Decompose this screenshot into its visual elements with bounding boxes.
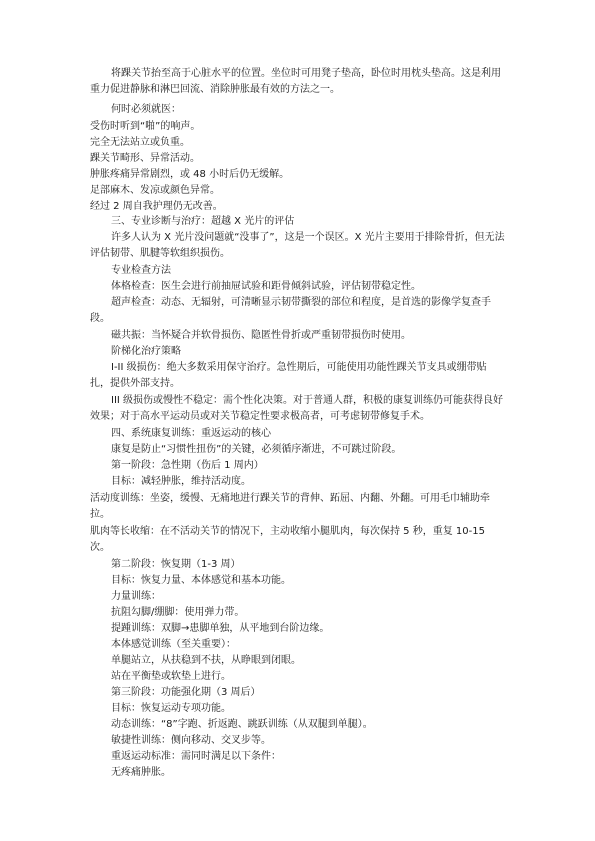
item-resistance-band: 抗阻勾脚/绷脚：使用弹力带。 xyxy=(111,607,245,618)
list-item-deformity: 踝关节畸形、异常活动。 xyxy=(90,153,200,164)
stage-2-title: 第二阶段：恢复期（1-3 周） xyxy=(111,559,241,570)
item-dynamic-training: 动态训练：“8”字跑、折返跑、跳跃训练（从双腿到单腿）。 xyxy=(111,719,373,730)
item-mri: 磁共振：当怀疑合并软骨损伤、隐匿性骨折或严重韧带损伤时使用。 xyxy=(111,330,411,341)
stage-1-rom-training: 活动度训练：坐姿，缓慢、无痛地进行踝关节的背伸、跖屈、内翻、外翻。可用毛巾辅助牵拉。 xyxy=(90,493,490,520)
section-heading-4: 四、系统康复训练：重返运动的核心 xyxy=(111,428,271,439)
item-heel-raise: 提踵训练：双脚→患脚单独，从平地到台阶边缘。 xyxy=(111,623,330,634)
list-item-crack-sound: 受伤时听到“啪”的响声。 xyxy=(90,121,201,132)
paragraph-rehab-key: 康复是防止“习惯性扭伤”的关键，必须循序渐进，不可跳过阶段。 xyxy=(111,444,402,455)
heading-when-to-see-doctor: 何时必须就医： xyxy=(111,104,181,115)
subheading-exam-methods: 专业检查方法 xyxy=(111,265,171,276)
subheading-tiered-treatment: 阶梯化治疗策略 xyxy=(111,346,181,357)
item-no-pain-swelling: 无疼痛肿胀。 xyxy=(111,767,171,778)
section-heading-3: 三、专业诊断与治疗：超越 X 光片的评估 xyxy=(111,216,295,227)
item-single-leg-stand: 单腿站立，从扶稳到不扶，从睁眼到闭眼。 xyxy=(111,655,301,666)
item-ultrasound: 超声检查：动态、无辐射，可清晰显示韧带撕裂的部位和程度，是首选的影像学复查手段。 xyxy=(90,297,491,324)
strength-training-heading: 力量训练： xyxy=(111,591,161,602)
stage-1-goal: 目标：减轻肿胀，维持活动度。 xyxy=(111,476,251,487)
stage-1-title: 第一阶段：急性期（伤后 1 周内） xyxy=(111,460,264,471)
item-physical-exam: 体格检查：医生会进行前抽屉试验和距骨倾斜试验，评估韧带稳定性。 xyxy=(111,281,421,292)
return-to-sport-criteria: 重返运动标准：需同时满足以下条件： xyxy=(111,751,281,762)
paragraph-elevation: 将踝关节抬至高于心脏水平的位置。坐位时可用凳子垫高，卧位时用枕头垫高。这是利用重力促进静脉和淋巴回流、消除肿胀最有效的方法之一。 xyxy=(90,68,501,95)
stage-3-goal: 目标：恢复运动专项功能。 xyxy=(111,703,231,714)
list-item-numbness: 足部麻木、发凉或颜色异常。 xyxy=(90,185,220,196)
stage-2-goal: 目标：恢复力量、本体感觉和基本功能。 xyxy=(111,575,291,586)
item-grade-3: III 级损伤或慢性不稳定：需个性化决策。对于普通人群，积极的康复训练仍可能获得良好效果；对于高水平运动员或对关节稳定性要求极高者，可考虑韧带修复手术。 xyxy=(90,395,504,422)
list-item-severe-swelling: 肿胀疼痛异常剧烈，或 48 小时后仍无缓解。 xyxy=(90,169,290,180)
list-item-cannot-stand: 完全无法站立或负重。 xyxy=(90,137,190,148)
list-item-two-weeks: 经过 2 周自我护理仍无改善。 xyxy=(90,201,223,212)
paragraph-xray-myth: 许多人认为 X 光片没问题就“没事了”，这是一个误区。X 光片主要用于排除骨折，但无法评估韧带、肌腱等软组织损伤。 xyxy=(90,232,505,259)
stage-1-isometric: 肌肉等长收缩：在不活动关节的情况下，主动收缩小腿肌肉，每次保持 5 秒，重复 10-15 次。 xyxy=(90,526,485,553)
stage-3-title: 第三阶段：功能强化期（3 周后） xyxy=(111,687,261,698)
item-grade-1-2: I-II 级损伤：绝大多数采用保守治疗。急性期后，可能使用功能性踝关节支具或绷带贴扎，提供外部支持。 xyxy=(90,362,487,389)
proprioception-heading: 本体感觉训练（至关重要）： xyxy=(111,639,236,650)
item-agility-training: 敏捷性训练：侧向移动、交叉步等。 xyxy=(111,735,271,746)
item-balance-pad: 站在平衡垫或软垫上进行。 xyxy=(111,671,231,682)
